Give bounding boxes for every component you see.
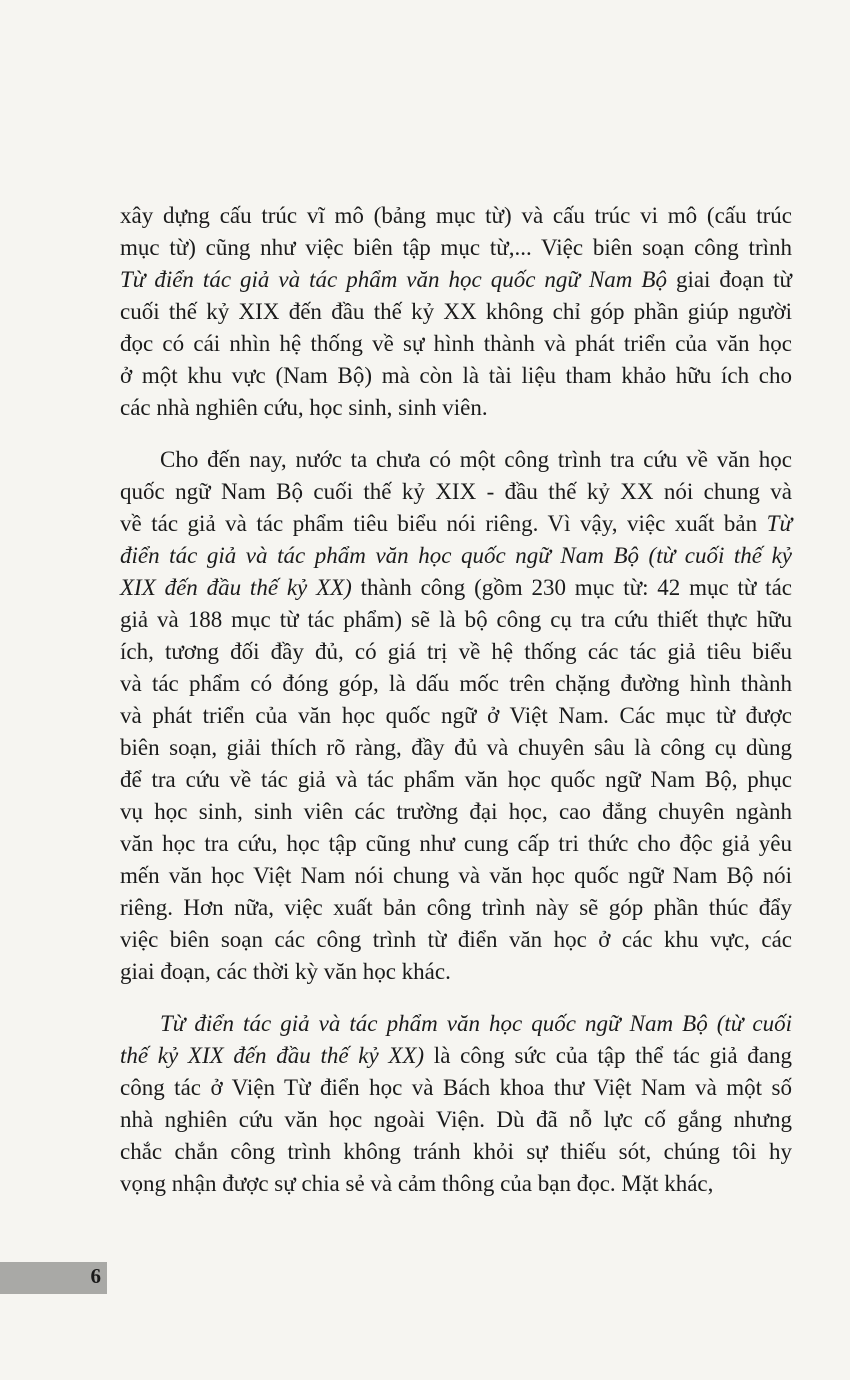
- text-line: mục từ) cũng như việc biên tập mục từ,... Việc biên soạn công trình: [120, 235, 792, 260]
- text-line: ích, tương đối đầy đủ, có giá trị về hệ thống các tác giả tiêu biểu: [120, 639, 792, 664]
- paragraph-gap: [120, 988, 792, 1008]
- text-line: văn học tra cứu, học tập cũng như cung cấp tri thức cho độc giả yêu: [120, 831, 792, 856]
- italic-title: Từ: [766, 511, 792, 536]
- text-line: về tác giả và tác phẩm tiêu biểu nói riêng. Vì vậy, việc xuất bản Từ: [120, 511, 792, 536]
- text-line: thế kỷ XIX đến đầu thế kỷ XX) là công sức của tập thể tác giả đang: [120, 1043, 792, 1068]
- text-line: đọc có cái nhìn hệ thống về sự hình thành và phát triển của văn học: [120, 331, 792, 356]
- text-line: [120, 540, 792, 572]
- text-line: chắc chắn công trình không tránh khỏi sự thiếu sót, chúng tôi hy: [120, 1139, 792, 1164]
- italic-title: thế kỷ XIX đến đầu thế kỷ XX): [120, 1043, 425, 1068]
- page-number-bar: [0, 1262, 107, 1294]
- text-line: quốc ngữ Nam Bộ cuối thế kỷ XIX - đầu thế kỷ XX nói chung và: [120, 479, 792, 504]
- paragraph-1: [120, 200, 792, 424]
- text-line: xây dựng cấu trúc vĩ mô (bảng mục từ) và cấu trúc vi mô (cấu trúc: [120, 203, 792, 228]
- text-line: giả và 188 mục từ tác phẩm) sẽ là bộ công cụ tra cứu thiết thực hữu: [120, 607, 792, 632]
- paragraph-gap: [120, 424, 792, 444]
- page-number: 6: [90, 1264, 101, 1288]
- text-line: mến văn học Việt Nam nói chung và văn học quốc ngữ Nam Bộ nói: [120, 863, 792, 888]
- text-line: để tra cứu về tác giả và tác phẩm văn học quốc ngữ Nam Bộ, phục: [120, 767, 792, 792]
- text-line: công tác ở Viện Từ điển học và Bách khoa thư Việt Nam và một số: [120, 1075, 792, 1100]
- paragraph-2: [120, 444, 792, 988]
- text-line: giai đoạn, các thời kỳ văn học khác.: [120, 959, 451, 984]
- text-line: nhà nghiên cứu văn học ngoài Viện. Dù đã nỗ lực cố gắng nhưng: [120, 1107, 792, 1132]
- text-line: Từ điển tác giả và tác phẩm văn học quốc ngữ Nam Bộ giai đoạn từ: [120, 267, 792, 292]
- italic-title: điển tác giả và tác phẩm văn học quốc ngữ Nam Bộ (từ cuối thế kỷ: [120, 543, 792, 568]
- text-line: biên soạn, giải thích rõ ràng, đầy đủ và chuyên sâu là công cụ dùng: [120, 735, 792, 760]
- text-line: Cho đến nay, nước ta chưa có một công trình tra cứu về văn học: [160, 447, 792, 472]
- text-line: và phát triển của văn học quốc ngữ ở Việt Nam. Các mục từ được: [120, 703, 792, 728]
- italic-title: Từ điển tác giả và tác phẩm văn học quốc ngữ Nam Bộ: [120, 267, 667, 292]
- paragraph-3: [120, 1008, 792, 1200]
- text-line: [120, 1008, 792, 1040]
- italic-title: Từ điển tác giả và tác phẩm văn học quốc ngữ Nam Bộ (từ cuối: [160, 1011, 792, 1036]
- text-line: các nhà nghiên cứu, học sinh, sinh viên.: [120, 395, 488, 420]
- text-line: riêng. Hơn nữa, việc xuất bản công trình này sẽ góp phần thúc đẩy: [120, 895, 792, 920]
- text-line: cuối thế kỷ XIX đến đầu thế kỷ XX không chỉ góp phần giúp người: [120, 299, 792, 324]
- text-line: và tác phẩm có đóng góp, là dấu mốc trên chặng đường hình thành: [120, 671, 792, 696]
- body-text: [120, 200, 792, 1200]
- text-line: vụ học sinh, sinh viên các trường đại học, cao đẳng chuyên ngành: [120, 799, 792, 824]
- text-line: ở một khu vực (Nam Bộ) mà còn là tài liệu tham khảo hữu ích cho: [120, 363, 792, 388]
- italic-title: XIX đến đầu thế kỷ XX): [120, 575, 352, 600]
- text-line: XIX đến đầu thế kỷ XX) thành công (gồm 230 mục từ: 42 mục từ tác: [120, 575, 792, 600]
- text-line: vọng nhận được sự chia sẻ và cảm thông của bạn đọc. Mặt khác,: [120, 1171, 714, 1196]
- text-line: việc biên soạn các công trình từ điển văn học ở các khu vực, các: [120, 927, 792, 952]
